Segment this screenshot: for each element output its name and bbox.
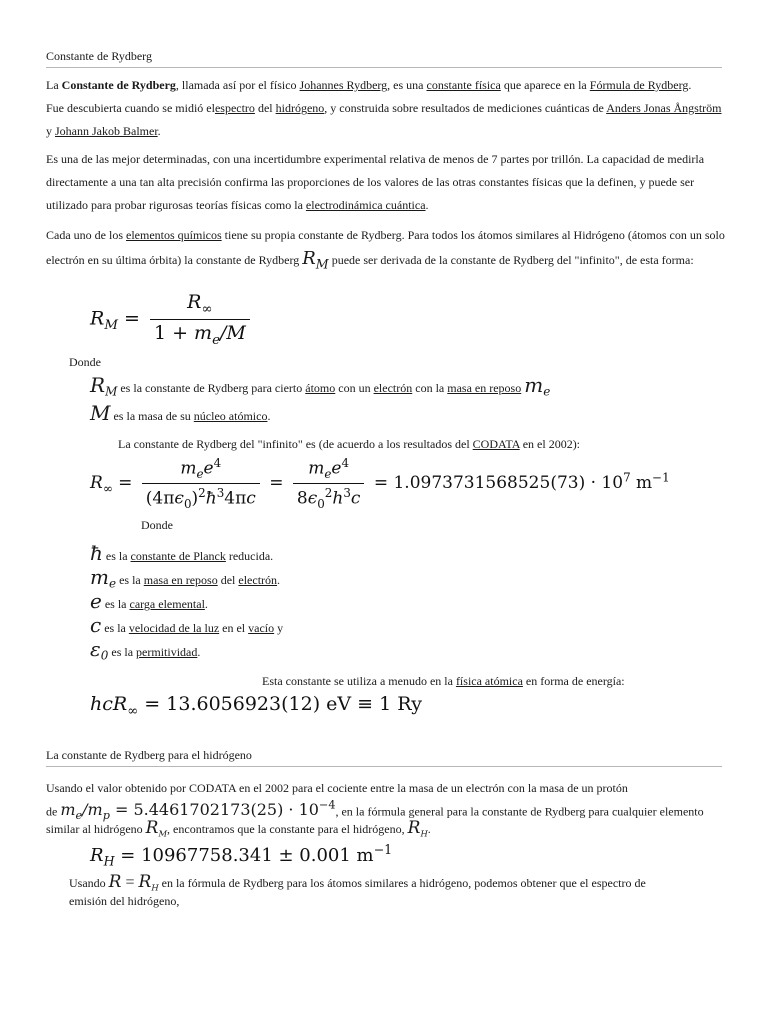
bold-term: Constante de Rydberg [61, 78, 176, 92]
text: del [254, 101, 276, 115]
definition-hbar: ħ es la constante de Planck reducida. [90, 541, 274, 565]
equation-rm: $R_M$ = $\frac{R_\infty}{1 + m_e/M}$ [90, 291, 254, 348]
text: Cada uno de los [46, 228, 126, 242]
link-anders-angstrom[interactable]: Anders Jonas Ångström [606, 101, 722, 115]
link-atomo[interactable]: átomo [305, 381, 336, 395]
paragraph-spectrum: Usando $R = R_H$ en la fórmula de Rydberg para los átomos similares a hidrógeno, podemos obtener que el espectro de [69, 872, 646, 893]
link-constante-fisica[interactable]: constante física [426, 78, 501, 92]
definition-rm: $R_M$ es la constante de Rydberg para cierto átomo con un electrón con la masa en reposo $m_e$ [90, 373, 551, 399]
text: . [425, 198, 429, 212]
text: Fue descubierta cuando se midió el [46, 101, 215, 115]
section-heading-rydberg: Constante de Rydberg [46, 48, 722, 68]
link-velocidad-luz[interactable]: velocidad de la luz [128, 621, 220, 635]
link-constante-planck[interactable]: constante de Planck [130, 549, 226, 563]
link-vacio[interactable]: vacío [248, 621, 275, 635]
text: , llamada así por el físico [175, 78, 300, 92]
paragraph-precision [46, 148, 726, 217]
text: y [46, 124, 55, 138]
link-codata[interactable]: CODATA [472, 437, 520, 451]
text: . [688, 78, 692, 92]
link-espectro[interactable]: espectro [214, 101, 255, 115]
text: que aparece en la [500, 78, 590, 92]
equation-energy: hcR$_\infty$ = 13.6056923(12) eV ≡ 1 Ry [90, 693, 422, 719]
definition-c: c es la velocidad de la luz en el vacío y [90, 613, 284, 637]
equation-r-infinity: $R_\infty$ = $\frac{m_ee^4}{(4\pi\epsilon_0)^2ħ^34\pi c}$ = $\frac{m_ee^4}{8\epsilon_0^2h^3c}$ = $1.0973731568525(73) \cdot 10^7$ $m^{-1}$ [90, 456, 670, 512]
link-hidrogeno[interactable]: hidrógeno [275, 101, 325, 115]
text: , y construida sobre resultados de mediciones cuánticas de [324, 101, 607, 115]
paragraph-codata-ratio: Usando el valor obtenido por CODATA en el 2002 para el cociente entre la masa de un electrón con la masa de un protón [46, 781, 628, 795]
codata-line: La constante de Rydberg del "infinito" es (de acuerdo a los resultados del CODATA en el 2002): [118, 437, 581, 451]
definition-epsilon: $\varepsilon_0$ es la permitividad. [90, 637, 201, 663]
text: tiene su propia constante de Rydberg. Para todos los átomos similares al Hidrógeno (átomos con un solo electrón en su última órbita) la constante de Rydberg [46, 228, 725, 267]
link-masa-reposo[interactable]: masa en reposo [447, 381, 522, 395]
text: La [46, 78, 62, 92]
paragraph-intro [46, 74, 726, 143]
link-formula-rydberg[interactable]: Fórmula de Rydberg [589, 78, 689, 92]
paragraph-elements [46, 224, 726, 276]
text: , es una [387, 78, 427, 92]
link-carga-elemental[interactable]: carga elemental [129, 597, 205, 611]
label-donde-2: Donde [141, 518, 173, 532]
link-nucleo-atomico[interactable]: núcleo atómico [193, 409, 268, 423]
link-masa-reposo-2[interactable]: masa en reposo [143, 573, 218, 587]
link-electrodinamica[interactable]: electrodinámica cuántica [305, 198, 426, 212]
link-fisica-atomica[interactable]: física atómica [455, 674, 523, 688]
definition-m: M es la masa de su núcleo atómico. [90, 401, 271, 425]
equation-rh: $R_H = 10967758.341 \pm 0.001$ $m^{-1}$ [90, 842, 393, 869]
paragraph-spectrum-cont: emisión del hidrógeno, [69, 894, 180, 908]
text: . [157, 124, 161, 138]
link-elementos-quimicos[interactable]: elementos químicos [126, 228, 222, 242]
text: Es una de las mejor determinadas, con una incertidumbre experimental relativa de menos de 7 partes por trillón. La capacidad de medirla directamente a una tan alta precisión confirma las proporciones de los valores de las otras constantes físicas que la definen, y puede ser utilizado para probar rigurosas teorías físicas como la [46, 152, 705, 212]
section-heading-hidrogeno: La constante de Rydberg para el hidrógeno [46, 747, 722, 767]
text: puede ser derivada de la constante de Rydberg del "infinito", de esta forma: [328, 253, 694, 267]
symbol-rm: $R_M$ [302, 248, 329, 272]
link-permitividad[interactable]: permitividad [136, 645, 198, 659]
ratio-line: de $m_e/m_p = 5.4461702173(25) \cdot 10^{-4}$, en la fórmula general para la constante de Rydberg para cualquier elemento [46, 799, 704, 823]
definition-e: e es la carga elemental. [90, 589, 208, 613]
label-donde: Donde [69, 355, 101, 369]
definition-me: $m_e$ es la masa en reposo del electrón. [90, 565, 281, 591]
link-balmer[interactable]: Johann Jakob Balmer [55, 124, 158, 138]
hydrogen-line: similar al hidrógeno $R_M$, encontramos que la constante para el hidrógeno, $R_H$. [46, 818, 431, 839]
link-johannes-rydberg[interactable]: Johannes Rydberg [299, 78, 388, 92]
link-electron[interactable]: electrón [373, 381, 413, 395]
energy-line: Esta constante se utiliza a menudo en la física atómica en forma de energía: [262, 674, 625, 688]
link-electron-2[interactable]: electrón [238, 573, 278, 587]
